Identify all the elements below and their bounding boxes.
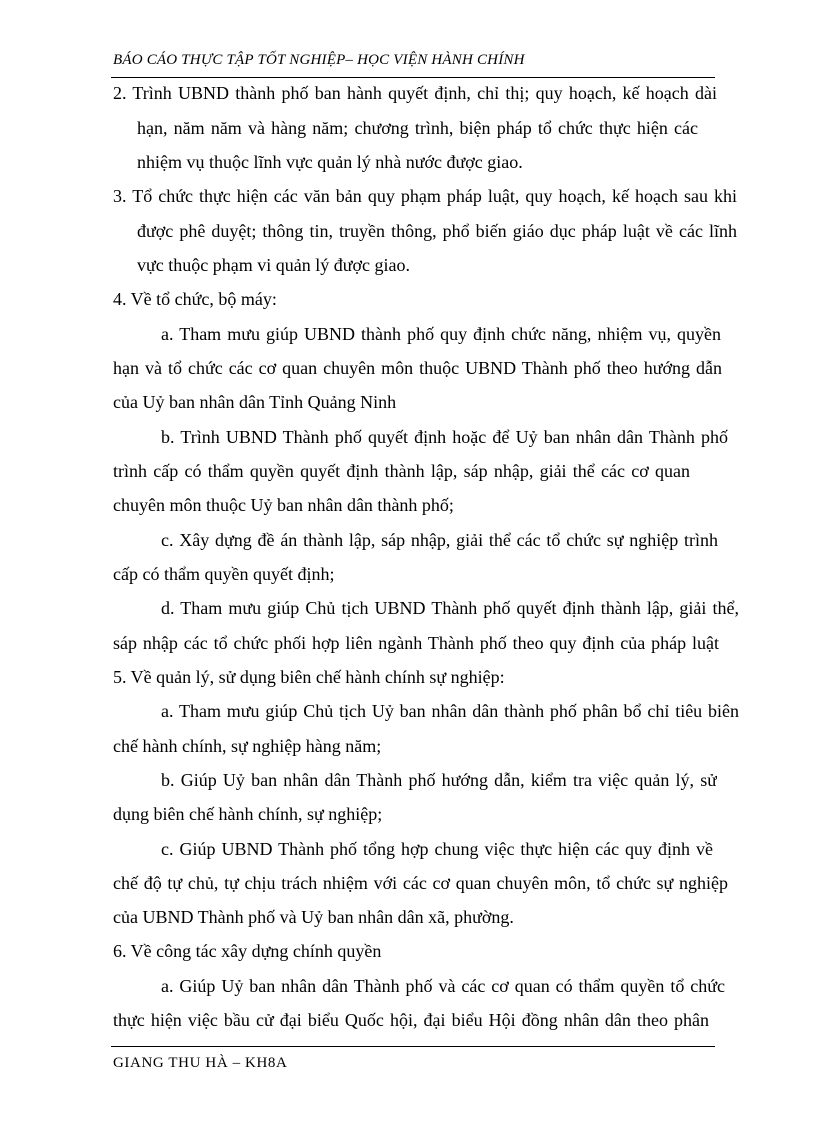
- text-line: thực hiện việc bầu cử đại biểu Quốc hội, đại biểu Hội đồng nhân dân theo phân: [113, 1010, 709, 1030]
- text-line: dụng biên chế hành chính, sự nghiệp;: [113, 804, 383, 824]
- text-line: hạn, năm năm và hàng năm; chương trình, biện pháp tổ chức thực hiện các: [137, 118, 698, 138]
- text-line: vực thuộc phạm vi quản lý được giao.: [137, 255, 410, 275]
- text-line: nhiệm vụ thuộc lĩnh vực quản lý nhà nước được giao.: [137, 152, 523, 172]
- footer-divider: [111, 1046, 715, 1047]
- text-line: của Uỷ ban nhân dân Tỉnh Quảng Ninh: [113, 392, 397, 412]
- text-line: 2. Trình UBND thành phố ban hành quyết định, chỉ thị; quy hoạch, kế hoạch dài: [113, 83, 717, 103]
- text-line: trình cấp có thẩm quyền quyết định thành lập, sáp nhập, giải thể các cơ quan: [113, 461, 690, 481]
- text-line: chế hành chính, sự nghiệp hàng năm;: [113, 736, 382, 756]
- text-line: b. Giúp Uỷ ban nhân dân Thành phố hướng dẫn, kiểm tra việc quản lý, sử: [161, 770, 717, 790]
- text-line: c. Giúp UBND Thành phố tổng hợp chung việc thực hiện các quy định về: [161, 839, 713, 859]
- text-line: của UBND Thành phố và Uỷ ban nhân dân xã, phường.: [113, 907, 514, 927]
- page-header: BÁO CÁO THỰC TẬP TỐT NGHIỆP– HỌC VIỆN HÀNH CHÍNH: [113, 52, 525, 68]
- text-line: a. Tham mưu giúp UBND thành phố quy định chức năng, nhiệm vụ, quyền: [161, 324, 721, 344]
- text-line: 3. Tổ chức thực hiện các văn bản quy phạm pháp luật, quy hoạch, kế hoạch sau khi: [113, 186, 737, 206]
- text-line: chuyên môn thuộc Uỷ ban nhân dân thành phố;: [113, 495, 454, 515]
- text-line: b. Trình UBND Thành phố quyết định hoặc để Uỷ ban nhân dân Thành phố: [161, 427, 728, 447]
- text-line: 5. Về quản lý, sử dụng biên chế hành chính sự nghiệp:: [113, 667, 505, 687]
- page-footer: GIANG THU HÀ – KH8A: [113, 1055, 288, 1071]
- text-line: c. Xây dựng đề án thành lập, sáp nhập, giải thể các tổ chức sự nghiệp trình: [161, 530, 718, 550]
- text-line: d. Tham mưu giúp Chủ tịch UBND Thành phố quyết định thành lập, giải thể,: [161, 598, 739, 618]
- text-line: a. Giúp Uỷ ban nhân dân Thành phố và các cơ quan có thẩm quyền tổ chức: [161, 976, 725, 996]
- text-line: hạn và tổ chức các cơ quan chuyên môn thuộc UBND Thành phố theo hướng dẫn: [113, 358, 722, 378]
- text-line: 4. Về tổ chức, bộ máy:: [113, 289, 277, 309]
- header-divider: [111, 77, 715, 78]
- text-line: chế độ tự chủ, tự chịu trách nhiệm với các cơ quan chuyên môn, tổ chức sự nghiệp: [113, 873, 728, 893]
- text-line: sáp nhập các tổ chức phối hợp liên ngành Thành phố theo quy định của pháp luật: [113, 633, 719, 653]
- text-line: a. Tham mưu giúp Chủ tịch Uỷ ban nhân dân thành phố phân bổ chỉ tiêu biên: [161, 701, 739, 721]
- text-line: được phê duyệt; thông tin, truyền thông, phổ biến giáo dục pháp luật về các lĩnh: [137, 221, 737, 241]
- text-line: 6. Về công tác xây dựng chính quyền: [113, 941, 382, 961]
- text-line: cấp có thẩm quyền quyết định;: [113, 564, 335, 584]
